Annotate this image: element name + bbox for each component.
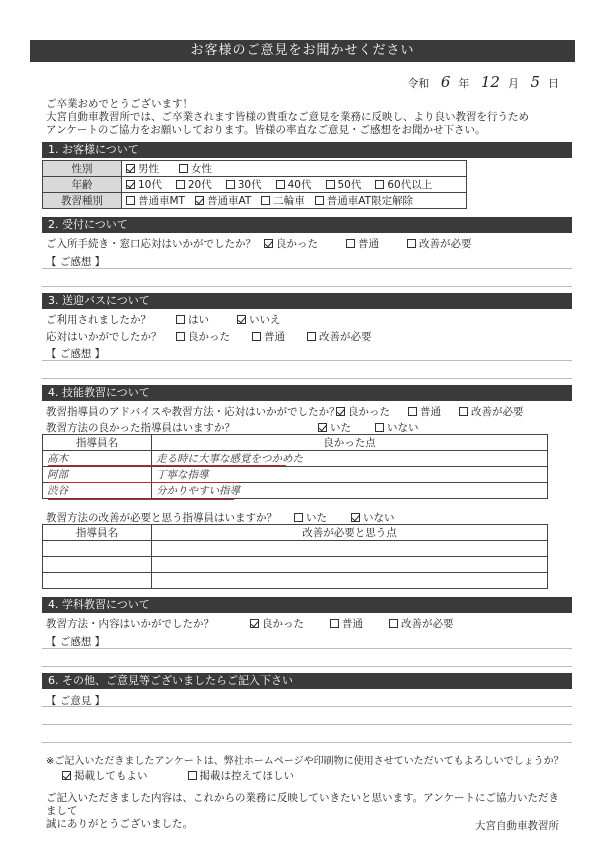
skill-bad-options bbox=[294, 510, 419, 525]
comment-line[interactable] bbox=[42, 706, 572, 707]
good-instructor-point[interactable]: 分かりやすい指導 bbox=[152, 483, 548, 499]
option-label: 良かった bbox=[276, 238, 318, 250]
checkbox-icon[interactable] bbox=[459, 407, 468, 416]
date-month[interactable]: 12 bbox=[480, 73, 500, 91]
option-checkbox[interactable] bbox=[176, 331, 230, 343]
option-checkbox[interactable] bbox=[346, 238, 379, 250]
option-label: 普通 bbox=[264, 331, 285, 343]
option-label: 20代 bbox=[187, 179, 212, 191]
checked-box-icon[interactable] bbox=[62, 771, 71, 780]
checked-box-icon[interactable] bbox=[351, 513, 360, 522]
option-checkbox[interactable] bbox=[375, 422, 419, 434]
option-checkbox[interactable] bbox=[126, 179, 162, 191]
option-checkbox[interactable] bbox=[176, 314, 209, 326]
option-checkbox[interactable] bbox=[62, 770, 148, 782]
checkbox-icon[interactable] bbox=[276, 180, 285, 189]
company-name: 大宮自動車教習所 bbox=[475, 820, 559, 832]
option-label: 男性 bbox=[138, 163, 159, 175]
option-label: 二輪車 bbox=[273, 195, 305, 207]
skill-question-bad: 教習方法の改善が必要と思う指導員はいますか？ bbox=[46, 512, 277, 524]
customer-table bbox=[42, 160, 467, 209]
page-title: お客様のご意見をお聞かせください bbox=[30, 40, 575, 62]
checked-box-icon[interactable] bbox=[264, 239, 273, 248]
checkbox-icon[interactable] bbox=[330, 619, 339, 628]
bus-question-used: ご利用されましたか？ bbox=[46, 314, 151, 326]
date-day[interactable]: 5 bbox=[530, 73, 540, 91]
day-unit: 日 bbox=[548, 77, 559, 90]
option-checkbox[interactable] bbox=[188, 770, 295, 782]
option-checkbox[interactable] bbox=[336, 406, 390, 418]
bad-instructor-name[interactable] bbox=[43, 541, 152, 557]
age-label: 年齢 bbox=[43, 177, 122, 193]
option-label: 女性 bbox=[191, 163, 212, 175]
comment-line[interactable] bbox=[42, 666, 572, 667]
good-instructor-table bbox=[42, 434, 548, 499]
checkbox-icon[interactable] bbox=[252, 332, 261, 341]
bad-instructor-name[interactable] bbox=[43, 573, 152, 589]
good-col-point: 良かった点 bbox=[152, 435, 548, 451]
option-checkbox[interactable] bbox=[318, 422, 351, 434]
other-comment-label: 【 ご意見 】 bbox=[46, 695, 106, 707]
option-label: 良かった bbox=[348, 406, 390, 418]
option-checkbox[interactable] bbox=[459, 406, 524, 418]
bad-instructor-point[interactable] bbox=[152, 541, 548, 557]
option-label: 普通 bbox=[342, 618, 363, 630]
bad-col-name: 指導員名 bbox=[43, 525, 152, 541]
consent-question: ※ご記入いただきましたアンケートは、弊社ホームページや印刷物に使用させていただいてもよろしいでしょうか？ bbox=[46, 756, 564, 767]
option-label: いた bbox=[306, 512, 327, 524]
section-header-skill: 4. 技能教習について bbox=[42, 385, 572, 401]
checkbox-icon[interactable] bbox=[188, 771, 197, 780]
good-instructor-name[interactable]: 阿部 bbox=[43, 467, 152, 483]
option-label: 掲載は控えてほしい bbox=[199, 770, 294, 782]
bad-instructor-point[interactable] bbox=[152, 573, 548, 589]
comment-line[interactable] bbox=[42, 724, 572, 725]
consent-options bbox=[62, 768, 334, 783]
option-label: 普通車MT bbox=[138, 195, 185, 207]
section-header-other: 6. その他、ご意見等ございましたらご記入下さい bbox=[42, 673, 572, 689]
option-checkbox[interactable] bbox=[252, 331, 285, 343]
checked-box-icon[interactable] bbox=[126, 180, 135, 189]
section-header-customer: 1. お客様について bbox=[42, 142, 572, 158]
option-label: 改善が必要 bbox=[401, 618, 454, 630]
bad-col-point: 改善が必要と思う点 bbox=[152, 525, 548, 541]
checkbox-icon[interactable] bbox=[176, 180, 185, 189]
skill-question-good: 教習方法の良かった指導員はいますか？ bbox=[46, 422, 235, 434]
checkbox-icon[interactable] bbox=[346, 239, 355, 248]
date-year[interactable]: 6 bbox=[440, 73, 451, 91]
intro-line: アンケートのご協力をお願いしております。皆様の率直なご意見・ご感想をお聞かせ下さい。 bbox=[46, 124, 486, 136]
academic-comment-label: 【 ご感想 】 bbox=[46, 636, 106, 648]
comment-line[interactable] bbox=[42, 360, 572, 361]
comment-line[interactable] bbox=[42, 378, 572, 379]
reception-comment-label: 【 ご感想 】 bbox=[46, 256, 106, 268]
option-checkbox[interactable] bbox=[315, 195, 413, 207]
option-label: 40代 bbox=[287, 179, 312, 191]
intro-text bbox=[46, 98, 566, 137]
checkbox-icon[interactable] bbox=[307, 332, 316, 341]
option-label: 60代以上 bbox=[387, 179, 433, 191]
good-instructor-point[interactable]: 丁寧な指導 bbox=[152, 467, 548, 483]
option-label: 10代 bbox=[138, 179, 162, 191]
reception-question: ご入所手続き・窓口応対はいかがでしたか？ bbox=[46, 238, 256, 250]
date-line bbox=[407, 73, 559, 91]
checkbox-icon[interactable] bbox=[408, 407, 417, 416]
checkbox-icon[interactable] bbox=[176, 332, 185, 341]
bad-instructor-table bbox=[42, 524, 548, 589]
checkbox-icon[interactable] bbox=[375, 180, 384, 189]
checkbox-icon[interactable] bbox=[179, 164, 188, 173]
academic-question: 教習方法・内容はいかがでしたか？ bbox=[46, 618, 214, 630]
option-checkbox[interactable] bbox=[307, 331, 372, 343]
option-label: いない bbox=[387, 422, 419, 434]
option-checkbox[interactable] bbox=[179, 163, 212, 175]
option-label: 普通車AT bbox=[206, 195, 252, 207]
option-checkbox[interactable] bbox=[261, 195, 305, 207]
checkbox-icon[interactable] bbox=[294, 513, 303, 522]
month-unit: 月 bbox=[507, 77, 519, 90]
bad-instructor-name[interactable] bbox=[43, 557, 152, 573]
option-checkbox[interactable] bbox=[176, 179, 212, 191]
checked-box-icon[interactable] bbox=[336, 407, 345, 416]
checkbox-icon[interactable] bbox=[326, 180, 335, 189]
age-options bbox=[122, 177, 467, 193]
option-checkbox[interactable] bbox=[351, 512, 395, 524]
option-label: 良かった bbox=[188, 331, 230, 343]
intro-line: ご卒業おめでとうございます！ bbox=[46, 98, 193, 110]
option-checkbox[interactable] bbox=[408, 406, 441, 418]
gender-options bbox=[122, 161, 467, 177]
good-instructor-name[interactable]: 渋谷 bbox=[43, 483, 152, 499]
option-checkbox[interactable] bbox=[326, 179, 362, 191]
option-label: いた bbox=[330, 422, 351, 434]
academic-options bbox=[250, 616, 480, 631]
skill-advice-options bbox=[336, 404, 542, 419]
checked-box-icon[interactable] bbox=[237, 315, 246, 324]
checked-box-icon[interactable] bbox=[250, 619, 259, 628]
skill-question-advice: 教習指導員のアドバイスや教習方法・応対はいかがでしたか？ bbox=[46, 406, 340, 418]
red-underline bbox=[48, 465, 286, 466]
checked-box-icon[interactable] bbox=[195, 196, 204, 205]
good-instructor-name[interactable]: 高木 bbox=[43, 451, 152, 467]
checkbox-icon[interactable] bbox=[389, 619, 398, 628]
checked-box-icon[interactable] bbox=[126, 164, 135, 173]
option-label: いない bbox=[363, 512, 395, 524]
option-checkbox[interactable] bbox=[407, 238, 472, 250]
skill-good-options bbox=[318, 420, 443, 435]
comment-line[interactable] bbox=[42, 648, 572, 649]
bus-question-service: 応対はいかがでしたか？ bbox=[46, 331, 162, 343]
option-checkbox[interactable] bbox=[330, 618, 363, 630]
comment-line[interactable] bbox=[42, 268, 572, 269]
comment-line[interactable] bbox=[42, 286, 572, 287]
course-options bbox=[122, 193, 467, 209]
checkbox-icon[interactable] bbox=[126, 196, 135, 205]
checkbox-icon[interactable] bbox=[315, 196, 324, 205]
bus-service-options bbox=[176, 329, 394, 344]
option-checkbox[interactable] bbox=[389, 618, 454, 630]
red-underline bbox=[48, 482, 238, 483]
option-checkbox[interactable] bbox=[250, 618, 304, 630]
option-label: 改善が必要 bbox=[419, 238, 472, 250]
checkbox-icon[interactable] bbox=[375, 423, 384, 432]
footer-line: ご記入いただきました内容は、これからの業務に反映していきたいと思います。アンケートにご協力いただきまして bbox=[46, 792, 560, 817]
option-checkbox[interactable] bbox=[276, 179, 312, 191]
checkbox-icon[interactable] bbox=[176, 315, 185, 324]
checkbox-icon[interactable] bbox=[261, 196, 270, 205]
reception-options bbox=[264, 236, 500, 251]
bus-comment-label: 【 ご感想 】 bbox=[46, 348, 106, 360]
option-checkbox[interactable] bbox=[195, 195, 251, 207]
option-label: 良かった bbox=[262, 618, 304, 630]
option-checkbox[interactable] bbox=[237, 314, 281, 326]
good-instructor-point[interactable]: 走る時に大事な感覚をつかめた bbox=[152, 451, 548, 467]
option-label: 掲載してもよい bbox=[74, 770, 148, 782]
date-era: 令和 bbox=[407, 77, 430, 90]
option-checkbox[interactable] bbox=[294, 512, 327, 524]
option-checkbox[interactable] bbox=[126, 195, 185, 207]
comment-line[interactable] bbox=[42, 742, 572, 743]
option-label: いいえ bbox=[249, 314, 281, 326]
option-checkbox[interactable] bbox=[126, 163, 159, 175]
section-header-academic: 4. 学科教習について bbox=[42, 597, 572, 613]
option-label: はい bbox=[188, 314, 209, 326]
intro-line: 大宮自動車教習所では、ご卒業されます皆様の貴重なご意見を業務に反映し、より良い教習を行うため bbox=[46, 111, 529, 123]
section-header-bus: 3. 送迎バスについて bbox=[42, 293, 572, 309]
footer-line: 誠にありがとうございました。 bbox=[46, 818, 193, 830]
red-underline bbox=[48, 499, 234, 500]
bad-instructor-point[interactable] bbox=[152, 557, 548, 573]
year-unit: 年 bbox=[458, 77, 470, 90]
section-header-reception: 2. 受付について bbox=[42, 217, 572, 233]
option-checkbox[interactable] bbox=[264, 238, 318, 250]
option-label: 30代 bbox=[237, 179, 262, 191]
checkbox-icon[interactable] bbox=[407, 239, 416, 248]
option-checkbox[interactable] bbox=[375, 179, 432, 191]
option-checkbox[interactable] bbox=[226, 179, 262, 191]
checkbox-icon[interactable] bbox=[226, 180, 235, 189]
option-label: 普通 bbox=[420, 406, 441, 418]
gender-label: 性別 bbox=[43, 161, 122, 177]
course-label: 教習種別 bbox=[43, 193, 122, 209]
option-label: 普通車AT限定解除 bbox=[326, 195, 414, 207]
option-label: 50代 bbox=[337, 179, 362, 191]
option-label: 普通 bbox=[358, 238, 379, 250]
bus-used-options bbox=[176, 312, 309, 327]
good-col-name: 指導員名 bbox=[43, 435, 152, 451]
checked-box-icon[interactable] bbox=[318, 423, 327, 432]
option-label: 改善が必要 bbox=[319, 331, 372, 343]
option-label: 改善が必要 bbox=[471, 406, 524, 418]
